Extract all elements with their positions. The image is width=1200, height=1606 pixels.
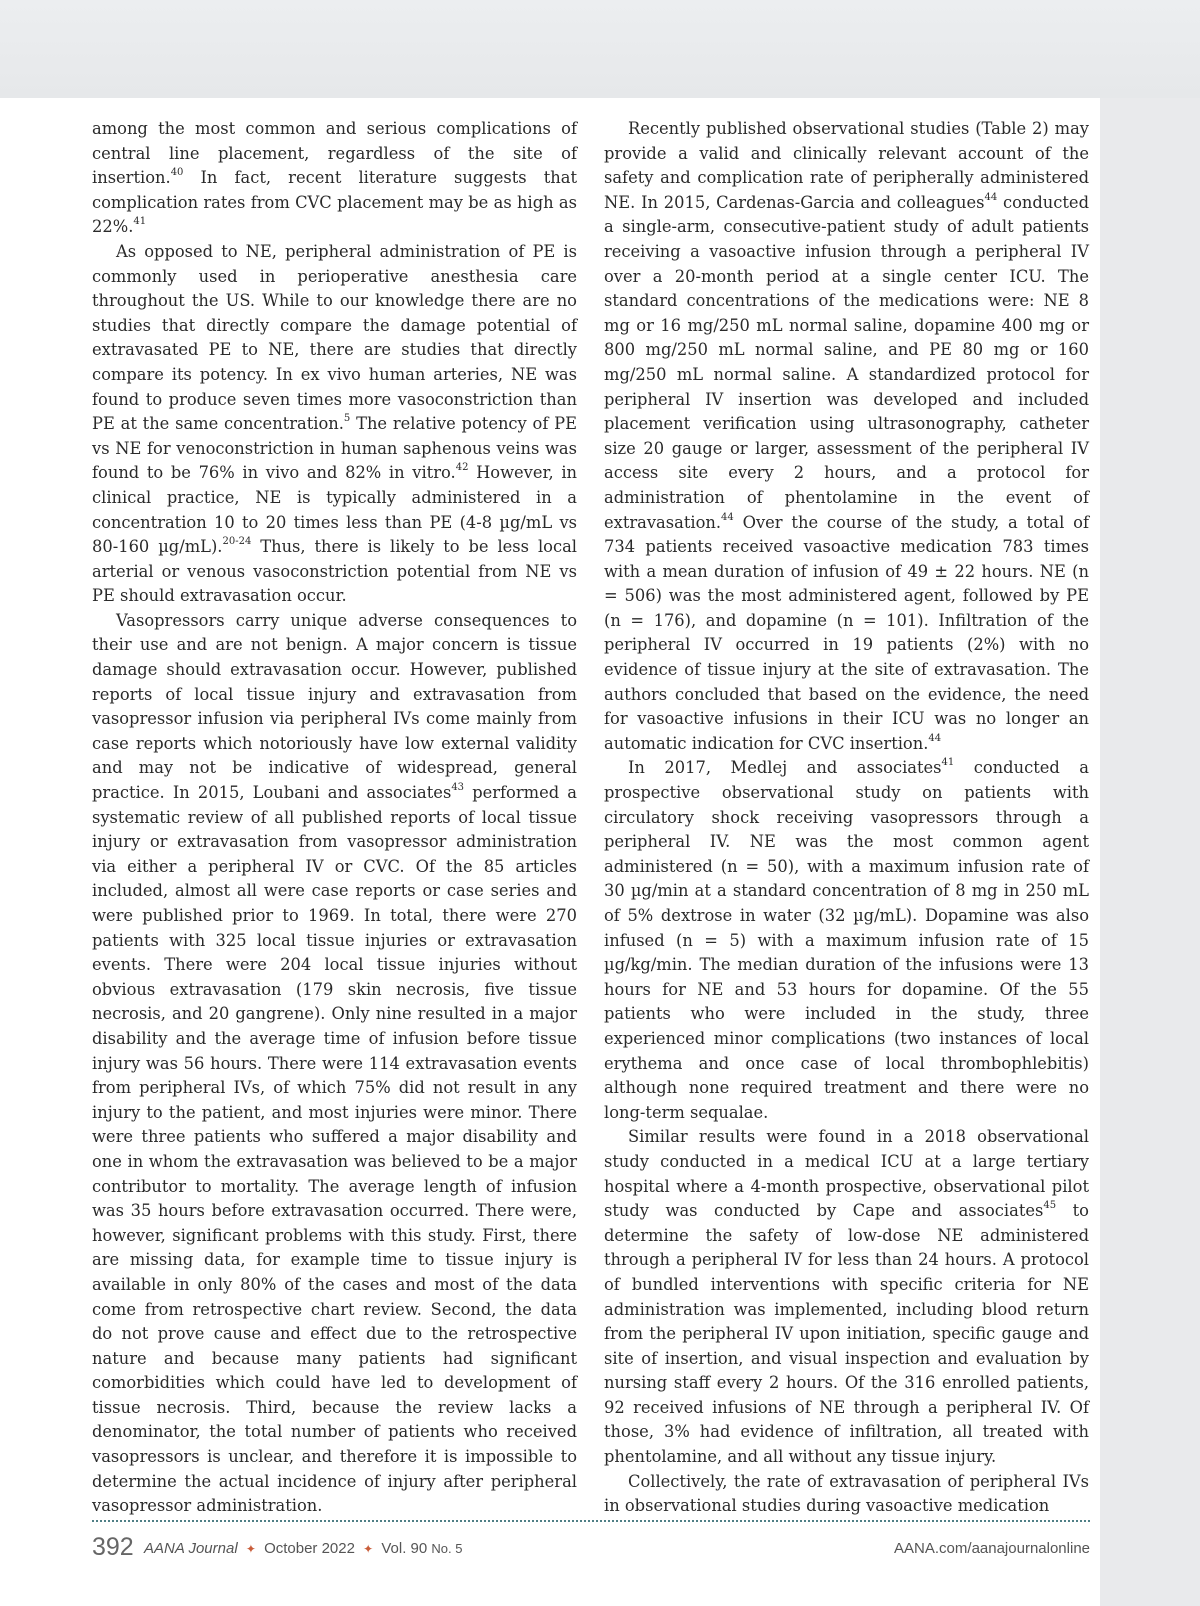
paragraph: Recently published observational studies (Table 2) may provide a valid and clinically relevant account of the safety and complication rate of peripherally administered NE. In 2015, Cardenas-Garcia and colleagues$^{44}$ conducted a single-arm, consecutive-patient study of adult patients receiving a vasoactive infusion through a peripheral IV over a 20-month period at a single center ICU. The standard concentrations of the medications were: NE 8 mg or 16 mg/250 mL normal saline, dopamine 400 mg or 800 mg/250 mL normal saline, and PE 80 mg or 160 mg/250 mL normal saline. A standardized protocol for peripheral IV insertion was developed and included placement verification using ultrasonography, catheter size 20 gauge or larger, assessment of the peripheral IV access site every 2 hours, and a protocol for administration of phentolamine in the event of extravasation.$^{44}$ Over the course of the study, a total of 734 patients received vasoactive medication 783 times with a mean duration of infusion of 49 ± 22 hours. NE (n = 506) was the most administered agent, followed by PE (n = 176), and dopamine (n = 101). Infiltration of the peripheral IV occurred in 19 patients (2%) with no evidence of tissue injury at the site of extravasation. The authors concluded that based on the evidence, the need for vasoactive infusions in their ICU was no longer an automatic indication for CVC insertion.$^{44}$ — [604, 119, 1089, 753]
diamond-separator-icon: ✦ — [245, 1542, 256, 1556]
citation-ref: 40 — [170, 167, 184, 179]
top-background-band — [0, 0, 1200, 98]
citation-ref: 41 — [133, 216, 147, 228]
footer-dotted-rule — [92, 1520, 1090, 1522]
issue-number: No. 5 — [431, 1541, 463, 1556]
issue-info — [144, 1540, 463, 1558]
page-footer — [92, 1532, 1090, 1566]
right-column — [604, 117, 1089, 1519]
citation-ref: 20-24 — [222, 536, 252, 548]
citation-ref: 42 — [455, 462, 469, 474]
paragraph: Similar results were found in a 2018 observational study conducted in a medical ICU at a large tertiary hospital where a 4-month prospective, observational pilot study was conducted by Cape and associates$^{45}$ to determine the safety of low-dose NE administered through a peripheral IV for less than 24 hours. A protocol of bundled interventions with specific criteria for NE administration was implemented, including blood return from the peripheral IV upon initiation, specific gauge and site of insertion, and visual inspection and evaluation by nursing staff every 2 hours. Of the 316 enrolled patients, 92 received infusions of NE through a peripheral IV. Of those, 3% had evidence of infiltration, all treated with phentolamine, and all without any tissue injury. — [604, 1127, 1089, 1467]
paragraph: In 2017, Medlej and associates$^{41}$ conducted a prospective observational study on patients with circulatory shock receiving vasopressors through a peripheral IV. NE was the most common agent administered (n = 50), with a maximum infusion rate of 30 µg/min at a standard concentration of 8 mg in 250 mL of 5% dextrose in water (32 µg/mL). Dopamine was also infused (n = 5) with a maximum infusion rate of 15 µg/kg/min. The median duration of the infusions were 13 hours for NE and 53 hours for dopamine. Of the 55 patients who were included in the study, three experienced minor complications (two instances of local erythema and once case of local thrombophlebitis) although none required treatment and there were no long-term sequalae. — [604, 757, 1089, 1122]
journal-name: AANA Journal — [144, 1540, 238, 1557]
left-column — [92, 117, 577, 1519]
issue-date: October 2022 — [264, 1540, 355, 1557]
citation-ref: 44 — [928, 732, 942, 744]
journal-url-link[interactable]: AANA.com/aanajournalonline — [894, 1540, 1090, 1557]
citation-ref: 45 — [1043, 1200, 1057, 1212]
citation-ref: 41 — [941, 757, 955, 769]
paragraph: Collectively, the rate of extravasation of peripheral IVs in observational studies during vasoactive medication — [604, 1471, 1089, 1516]
citation-ref: 44 — [721, 511, 734, 523]
paragraph: among the most common and serious complications of central line placement, regardless of the site of insertion.$^{40}$ In fact, recent literature suggests that complication rates from CVC placement may be as high as 22%.$^{41}$ — [92, 119, 577, 237]
paragraph: As opposed to NE, peripheral administration of PE is commonly used in perioperative anesthesia care throughout the US. While to our knowledge there are no studies that directly compare the damage potential of extravasated PE to NE, there are studies that directly compare its potency. In ex vivo human arteries, NE was found to produce seven times more vasoconstriction than PE at the same concentration.$^5$ The relative potency of PE vs NE for venoconstriction in human saphenous veins was found to be 76% in vivo and 82% in vitro.$^{42}$ However, in clinical practice, NE is typically administered in a concentration 10 to 20 times less than PE (4-8 µg/mL vs 80-160 µg/mL).$^{20-24}$ Thus, there is likely to be less local arterial or venous vasoconstriction potential from NE vs PE should extravasation occur. — [92, 241, 578, 606]
page-number: 392 — [92, 1533, 134, 1561]
paragraph: Vasopressors carry unique adverse consequences to their use and are not benign. A major concern is tissue damage should extravasation occur. However, published reports of local tissue injury and extravasation from vasopressor infusion via peripheral IVs come mainly from case reports which notoriously have low external validity and may not be indicative of widespread, general practice. In 2015, Loubani and associates$^{43}$ performed a systematic review of all published reports of local tissue injury or extravasation from vasopressor administration via either a peripheral IV or CVC. Of the 85 articles included, almost all were case reports or case series and were published prior to 1969. In total, there were 270 patients with 325 local tissue injuries or extravasation events. There were 204 local tissue injuries without obvious extravasation (179 skin necrosis, five tissue necrosis, and 20 gangrene). Only nine resulted in a major disability and the average time of infusion before tissue injury was 56 hours. There were 114 extravasation events from peripheral IVs, of which 75% did not result in any injury to the patient, and most injuries were minor. There were three patients who suffered a major disability and one in whom the extravasation was believed to be a major contributor to mortality. The average length of infusion was 35 hours before extravasation occurred. There were, however, significant problems with this study. First, there are missing data, for example time to tissue injury is available in only 80% of the cases and most of the data come from retrospective chart review. Second, the data do not prove cause and effect due to the retrospective nature and because many patients had significant comorbidities which could have led to development of tissue necrosis. Third, because the review lacks a denominator, the total number of patients who received vasopressors is unclear, and therefore it is impossible to determine the actual incidence of injury after peripheral vasopressor administration. — [92, 610, 577, 1516]
citation-ref: 44 — [984, 191, 998, 203]
diamond-separator-icon: ✦ — [363, 1542, 374, 1556]
citation-ref: 43 — [451, 782, 465, 794]
citation-ref: 5 — [343, 413, 351, 425]
volume: Vol. 90 — [381, 1540, 428, 1557]
